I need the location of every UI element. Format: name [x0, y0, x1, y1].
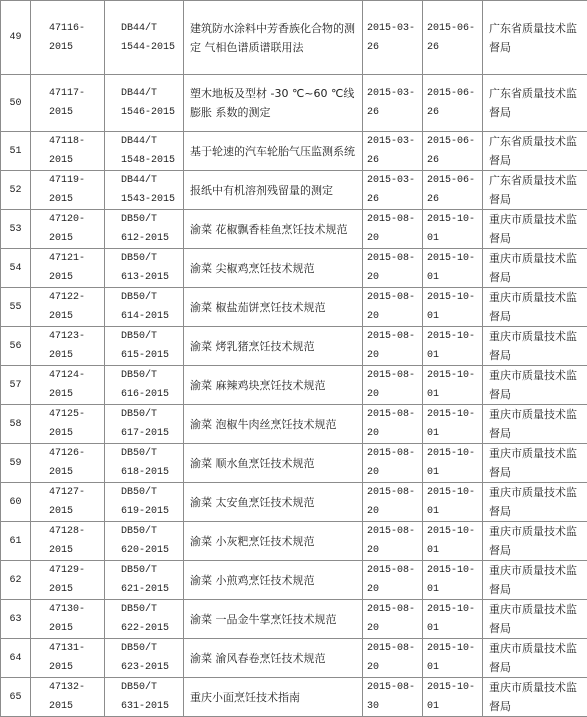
publish-date-line1: 2015-08- [367, 288, 422, 307]
standard-code-line2: 1543-2015 [121, 190, 183, 209]
standard-code-line1: DB50/T [121, 561, 183, 580]
implement-date-line2: 26 [427, 190, 482, 209]
publish-date [363, 249, 423, 288]
publish-date [363, 483, 423, 522]
standard-number-line1: 47124- [49, 366, 104, 385]
issuing-department: 重庆市质量技术监督局 [483, 366, 587, 405]
standard-code-line2: 1544-2015 [121, 38, 183, 57]
issuing-department: 广东省质量技术监督局 [483, 171, 587, 210]
standard-number [31, 522, 105, 561]
table-row [1, 639, 587, 678]
implement-date-line1: 2015-06- [427, 171, 482, 190]
standard-code-line2: 612-2015 [121, 229, 183, 248]
standard-title: 报纸中有机溶剂残留量的测定 [184, 171, 363, 210]
publish-date-line2: 20 [367, 424, 422, 443]
standard-code [105, 639, 184, 678]
implement-date-line2: 01 [427, 697, 482, 716]
standard-code-line1: DB44/T [121, 132, 183, 151]
standard-title: 渝菜 小灰粑烹饪技术规范 [184, 522, 363, 561]
standard-code-line1: DB50/T [121, 249, 183, 268]
implement-date-line1: 2015-10- [427, 678, 482, 697]
table-row [1, 444, 587, 483]
implement-date-line1: 2015-10- [427, 444, 482, 463]
row-index: 56 [1, 327, 31, 366]
table-row [1, 75, 587, 132]
standard-code [105, 366, 184, 405]
standard-number-line2: 2015 [49, 385, 104, 404]
standard-number-line1: 47116- [49, 19, 104, 38]
standard-code-line2: 619-2015 [121, 502, 183, 521]
standard-number-line1: 47119- [49, 171, 104, 190]
standard-code [105, 171, 184, 210]
standard-title: 塑木地板及型材 -30 ℃~60 ℃线膨胀 系数的测定 [184, 75, 363, 132]
issuing-department: 重庆市质量技术监督局 [483, 522, 587, 561]
row-index: 52 [1, 171, 31, 210]
standard-code [105, 405, 184, 444]
standard-number-line1: 47130- [49, 600, 104, 619]
standard-code-line2: 620-2015 [121, 541, 183, 560]
standard-code-line1: DB50/T [121, 327, 183, 346]
table-row [1, 561, 587, 600]
publish-date [363, 366, 423, 405]
publish-date [363, 561, 423, 600]
standard-number [31, 75, 105, 132]
standard-code-line2: 623-2015 [121, 658, 183, 677]
standard-number-line2: 2015 [49, 424, 104, 443]
implement-date [423, 444, 483, 483]
standard-code-line1: DB50/T [121, 639, 183, 658]
implement-date-line2: 01 [427, 229, 482, 248]
standard-number [31, 1, 105, 75]
standard-code [105, 75, 184, 132]
standard-code-line1: DB50/T [121, 522, 183, 541]
standard-code-line1: DB50/T [121, 405, 183, 424]
standard-number-line1: 47126- [49, 444, 104, 463]
publish-date [363, 1, 423, 75]
implement-date-line1: 2015-10- [427, 561, 482, 580]
issuing-department: 重庆市质量技术监督局 [483, 405, 587, 444]
implement-date-line1: 2015-06- [427, 84, 482, 103]
issuing-department: 重庆市质量技术监督局 [483, 678, 587, 717]
publish-date-line1: 2015-08- [367, 600, 422, 619]
standard-code-line2: 614-2015 [121, 307, 183, 326]
standard-code-line1: DB44/T [121, 84, 183, 103]
standard-title: 基于轮速的汽车轮胎气压监测系统 [184, 132, 363, 171]
implement-date-line1: 2015-10- [427, 639, 482, 658]
implement-date [423, 600, 483, 639]
standard-number-line2: 2015 [49, 268, 104, 287]
standard-code [105, 600, 184, 639]
publish-date-line2: 20 [367, 658, 422, 677]
table-row [1, 600, 587, 639]
row-index: 49 [1, 1, 31, 75]
standard-number-line1: 47120- [49, 210, 104, 229]
standard-code-line1: DB50/T [121, 444, 183, 463]
table-row [1, 249, 587, 288]
row-index: 60 [1, 483, 31, 522]
standard-number-line2: 2015 [49, 229, 104, 248]
row-index: 51 [1, 132, 31, 171]
publish-date-line1: 2015-08- [367, 678, 422, 697]
standard-number [31, 405, 105, 444]
standard-title: 渝菜 顺水鱼烹饪技术规范 [184, 444, 363, 483]
publish-date-line2: 30 [367, 697, 422, 716]
issuing-department: 重庆市质量技术监督局 [483, 249, 587, 288]
standard-code-line2: 1548-2015 [121, 151, 183, 170]
implement-date [423, 366, 483, 405]
implement-date [423, 171, 483, 210]
implement-date [423, 483, 483, 522]
standard-number-line1: 47127- [49, 483, 104, 502]
issuing-department: 广东省质量技术监督局 [483, 75, 587, 132]
implement-date [423, 522, 483, 561]
standard-number [31, 249, 105, 288]
implement-date-line2: 01 [427, 424, 482, 443]
publish-date [363, 600, 423, 639]
publish-date [363, 288, 423, 327]
table-row [1, 678, 587, 717]
standard-code [105, 522, 184, 561]
row-index: 65 [1, 678, 31, 717]
table-row [1, 1, 587, 75]
standard-number [31, 288, 105, 327]
implement-date [423, 249, 483, 288]
standard-number-line2: 2015 [49, 307, 104, 326]
issuing-department: 重庆市质量技术监督局 [483, 288, 587, 327]
standard-number [31, 210, 105, 249]
standard-number-line2: 2015 [49, 103, 104, 122]
publish-date-line2: 20 [367, 541, 422, 560]
publish-date-line1: 2015-08- [367, 483, 422, 502]
standard-title: 渝菜 泡椒牛肉丝烹饪技术规范 [184, 405, 363, 444]
standard-number [31, 678, 105, 717]
standard-number-line1: 47129- [49, 561, 104, 580]
implement-date [423, 561, 483, 600]
implement-date-line2: 26 [427, 151, 482, 170]
standard-title: 建筑防水涂料中芳香族化合物的测定 气相色谱质谱联用法 [184, 1, 363, 75]
standard-number [31, 171, 105, 210]
publish-date-line1: 2015-08- [367, 327, 422, 346]
standard-number-line2: 2015 [49, 38, 104, 57]
issuing-department: 重庆市质量技术监督局 [483, 327, 587, 366]
publish-date [363, 639, 423, 678]
implement-date [423, 405, 483, 444]
implement-date-line2: 01 [427, 619, 482, 638]
implement-date-line1: 2015-10- [427, 483, 482, 502]
table-row [1, 327, 587, 366]
standard-number [31, 132, 105, 171]
standard-number-line2: 2015 [49, 697, 104, 716]
implement-date-line2: 26 [427, 103, 482, 122]
standard-number [31, 639, 105, 678]
standard-code-line2: 621-2015 [121, 580, 183, 599]
standard-title: 渝菜 一品金牛掌烹饪技术规范 [184, 600, 363, 639]
row-index: 63 [1, 600, 31, 639]
standard-number-line1: 47118- [49, 132, 104, 151]
standard-code [105, 483, 184, 522]
standard-number-line1: 47123- [49, 327, 104, 346]
row-index: 64 [1, 639, 31, 678]
publish-date-line2: 20 [367, 346, 422, 365]
publish-date [363, 405, 423, 444]
implement-date-line1: 2015-10- [427, 600, 482, 619]
standard-number-line2: 2015 [49, 619, 104, 638]
row-index: 50 [1, 75, 31, 132]
row-index: 58 [1, 405, 31, 444]
issuing-department: 重庆市质量技术监督局 [483, 600, 587, 639]
publish-date-line2: 20 [367, 463, 422, 482]
table-row [1, 366, 587, 405]
table-row [1, 522, 587, 561]
publish-date-line2: 26 [367, 190, 422, 209]
implement-date-line2: 01 [427, 541, 482, 560]
issuing-department: 重庆市质量技术监督局 [483, 561, 587, 600]
standard-title: 渝菜 椒盐茄饼烹饪技术规范 [184, 288, 363, 327]
table-row [1, 132, 587, 171]
publish-date-line1: 2015-08- [367, 210, 422, 229]
publish-date-line1: 2015-08- [367, 405, 422, 424]
standard-code-line2: 616-2015 [121, 385, 183, 404]
publish-date-line2: 26 [367, 151, 422, 170]
publish-date-line1: 2015-03- [367, 171, 422, 190]
implement-date-line2: 01 [427, 346, 482, 365]
publish-date-line1: 2015-08- [367, 366, 422, 385]
table-row [1, 288, 587, 327]
issuing-department: 重庆市质量技术监督局 [483, 639, 587, 678]
publish-date-line2: 26 [367, 38, 422, 57]
publish-date-line1: 2015-08- [367, 639, 422, 658]
standard-number [31, 600, 105, 639]
implement-date-line1: 2015-06- [427, 19, 482, 38]
standard-code-line2: 631-2015 [121, 697, 183, 716]
publish-date-line1: 2015-03- [367, 84, 422, 103]
standard-number [31, 366, 105, 405]
publish-date-line1: 2015-03- [367, 19, 422, 38]
implement-date-line2: 26 [427, 38, 482, 57]
publish-date-line1: 2015-08- [367, 522, 422, 541]
implement-date [423, 639, 483, 678]
publish-date-line2: 20 [367, 229, 422, 248]
publish-date [363, 522, 423, 561]
implement-date [423, 288, 483, 327]
standard-number-line2: 2015 [49, 190, 104, 209]
row-index: 53 [1, 210, 31, 249]
row-index: 61 [1, 522, 31, 561]
standard-code [105, 444, 184, 483]
standard-code-line2: 622-2015 [121, 619, 183, 638]
table-row [1, 171, 587, 210]
standard-code-line2: 1546-2015 [121, 103, 183, 122]
standard-code-line1: DB50/T [121, 288, 183, 307]
standard-title: 渝菜 尖椒鸡烹饪技术规范 [184, 249, 363, 288]
standard-number [31, 561, 105, 600]
standard-number [31, 444, 105, 483]
standard-number-line2: 2015 [49, 463, 104, 482]
implement-date [423, 210, 483, 249]
standard-number-line2: 2015 [49, 151, 104, 170]
implement-date-line1: 2015-06- [427, 132, 482, 151]
publish-date-line2: 26 [367, 103, 422, 122]
publish-date [363, 678, 423, 717]
standard-code-line1: DB50/T [121, 483, 183, 502]
publish-date-line2: 20 [367, 385, 422, 404]
publish-date [363, 132, 423, 171]
standard-code-line1: DB44/T [121, 171, 183, 190]
publish-date-line2: 20 [367, 307, 422, 326]
implement-date-line2: 01 [427, 658, 482, 677]
publish-date-line2: 20 [367, 619, 422, 638]
standard-number-line1: 47128- [49, 522, 104, 541]
standard-code [105, 678, 184, 717]
issuing-department: 重庆市质量技术监督局 [483, 483, 587, 522]
standard-code [105, 249, 184, 288]
implement-date-line1: 2015-10- [427, 366, 482, 385]
publish-date [363, 75, 423, 132]
implement-date-line1: 2015-10- [427, 288, 482, 307]
implement-date-line1: 2015-10- [427, 327, 482, 346]
row-index: 55 [1, 288, 31, 327]
implement-date-line2: 01 [427, 463, 482, 482]
implement-date [423, 75, 483, 132]
row-index: 59 [1, 444, 31, 483]
implement-date-line2: 01 [427, 385, 482, 404]
issuing-department: 重庆市质量技术监督局 [483, 210, 587, 249]
standard-title: 渝菜 太安鱼烹饪技术规范 [184, 483, 363, 522]
standard-number [31, 327, 105, 366]
standard-code-line1: DB50/T [121, 678, 183, 697]
standard-number-line1: 47117- [49, 84, 104, 103]
standard-code-line1: DB50/T [121, 210, 183, 229]
standard-code-line1: DB50/T [121, 600, 183, 619]
standard-title: 渝菜 渝风春卷烹饪技术规范 [184, 639, 363, 678]
standard-number-line2: 2015 [49, 502, 104, 521]
standard-title: 渝菜 花椒飘香桂鱼烹饪技术规范 [184, 210, 363, 249]
row-index: 54 [1, 249, 31, 288]
issuing-department: 广东省质量技术监督局 [483, 1, 587, 75]
standard-code-line2: 618-2015 [121, 463, 183, 482]
table-row [1, 405, 587, 444]
row-index: 62 [1, 561, 31, 600]
implement-date-line1: 2015-10- [427, 249, 482, 268]
standard-number-line2: 2015 [49, 346, 104, 365]
publish-date [363, 327, 423, 366]
standard-code-line2: 617-2015 [121, 424, 183, 443]
table-body [1, 1, 587, 717]
standard-number-line1: 47121- [49, 249, 104, 268]
publish-date-line2: 20 [367, 580, 422, 599]
standard-number-line2: 2015 [49, 541, 104, 560]
standard-code [105, 561, 184, 600]
issuing-department: 广东省质量技术监督局 [483, 132, 587, 171]
publish-date [363, 171, 423, 210]
issuing-department: 重庆市质量技术监督局 [483, 444, 587, 483]
publish-date-line1: 2015-08- [367, 561, 422, 580]
publish-date-line2: 20 [367, 268, 422, 287]
publish-date-line2: 20 [367, 502, 422, 521]
standard-number-line2: 2015 [49, 658, 104, 677]
standard-code-line1: DB44/T [121, 19, 183, 38]
implement-date-line2: 01 [427, 580, 482, 599]
implement-date-line2: 01 [427, 268, 482, 287]
implement-date [423, 1, 483, 75]
standard-number-line1: 47122- [49, 288, 104, 307]
implement-date [423, 327, 483, 366]
standard-title: 渝菜 麻辣鸡块烹饪技术规范 [184, 366, 363, 405]
implement-date-line2: 01 [427, 502, 482, 521]
table-row [1, 210, 587, 249]
implement-date-line1: 2015-10- [427, 210, 482, 229]
implement-date-line1: 2015-10- [427, 522, 482, 541]
standard-number-line1: 47132- [49, 678, 104, 697]
publish-date-line1: 2015-08- [367, 249, 422, 268]
standard-number [31, 483, 105, 522]
standard-code [105, 288, 184, 327]
standard-code [105, 1, 184, 75]
implement-date [423, 132, 483, 171]
standard-title: 渝菜 烤乳猪烹饪技术规范 [184, 327, 363, 366]
standard-number-line1: 47125- [49, 405, 104, 424]
standard-code [105, 327, 184, 366]
row-index: 57 [1, 366, 31, 405]
publish-date [363, 210, 423, 249]
standard-code-line2: 615-2015 [121, 346, 183, 365]
implement-date-line1: 2015-10- [427, 405, 482, 424]
table-row [1, 483, 587, 522]
standard-code-line2: 613-2015 [121, 268, 183, 287]
standard-number-line1: 47131- [49, 639, 104, 658]
standard-code [105, 132, 184, 171]
implement-date-line2: 01 [427, 307, 482, 326]
standard-code-line1: DB50/T [121, 366, 183, 385]
implement-date [423, 678, 483, 717]
standard-title: 渝菜 小煎鸡烹饪技术规范 [184, 561, 363, 600]
publish-date-line1: 2015-03- [367, 132, 422, 151]
publish-date [363, 444, 423, 483]
standard-title: 重庆小面烹饪技术指南 [184, 678, 363, 717]
publish-date-line1: 2015-08- [367, 444, 422, 463]
standard-code [105, 210, 184, 249]
standard-number-line2: 2015 [49, 580, 104, 599]
